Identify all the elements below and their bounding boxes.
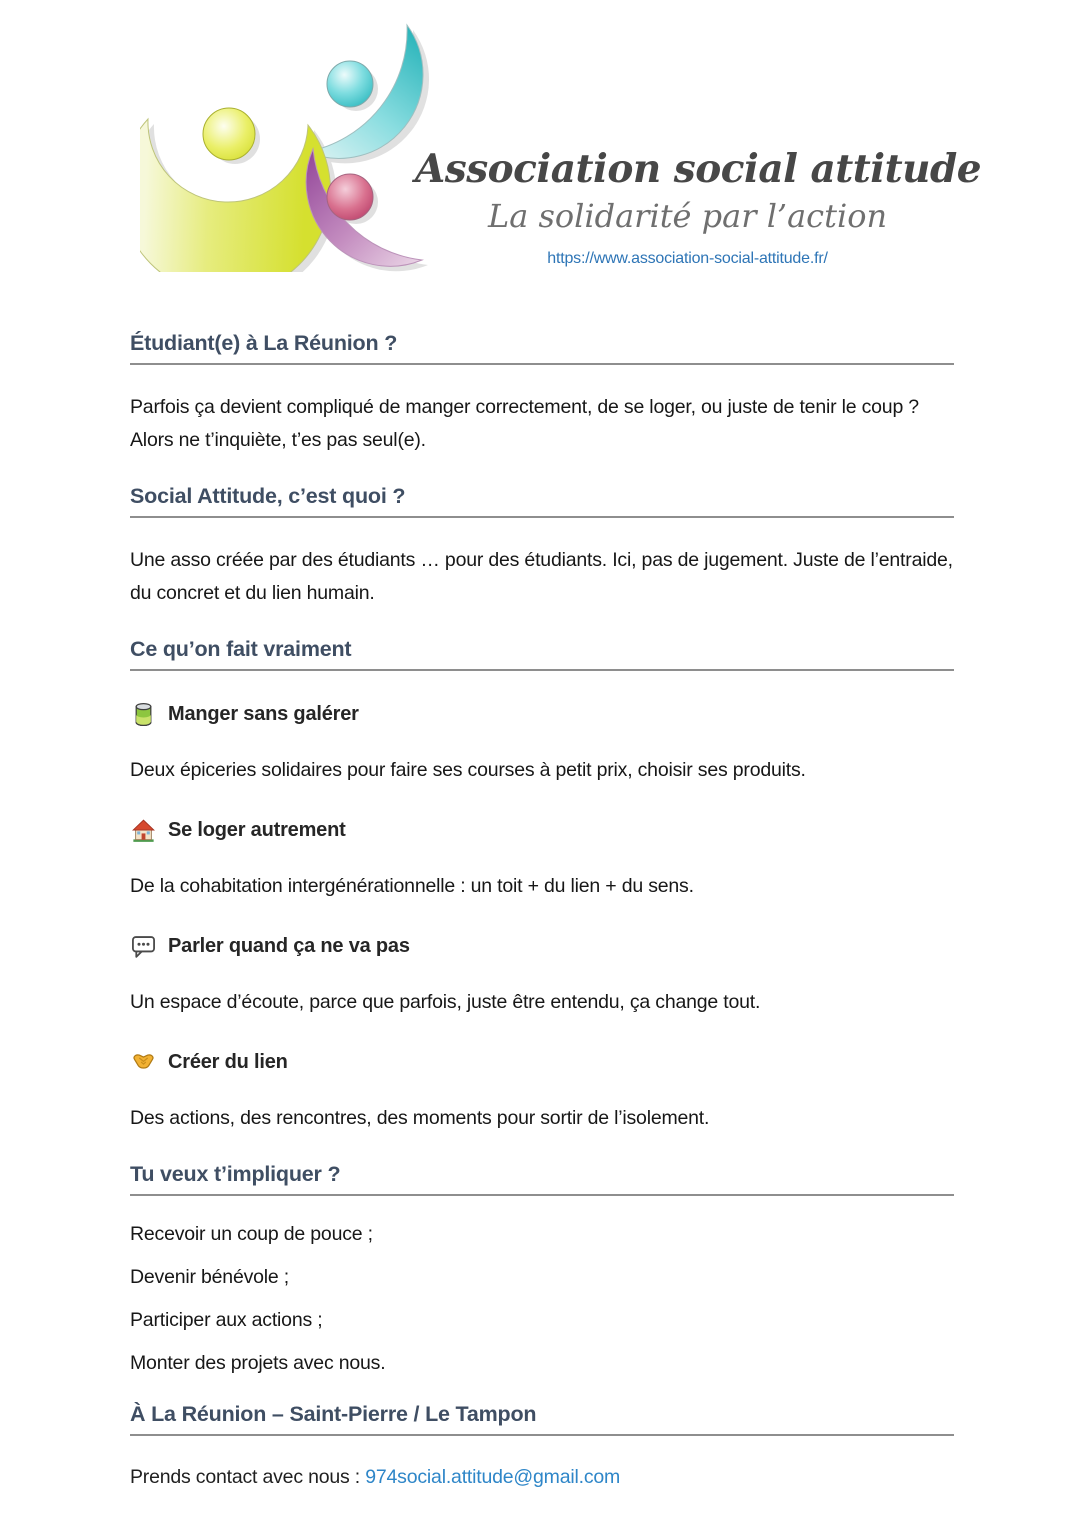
paragraph-lien: Des actions, des rencontres, des moments pour sortir de l’isolement. — [130, 1107, 710, 1129]
header — [0, 0, 1080, 312]
section-title-quoi: Social Attitude, c’est quoi ? — [130, 483, 954, 518]
brand-tagline: La solidarité par l’action — [487, 197, 888, 235]
section-title-etudiant: Étudiant(e) à La Réunion ? — [130, 330, 954, 365]
contact-prefix: Prends contact avec nous : — [130, 1466, 366, 1488]
paragraph-quoi: Une asso créée par des étudiants … pour des étudiants. Ici, pas de jugement. Juste de l’entraide, du concret et du lien humain. — [130, 549, 953, 604]
logo-figure-yellow — [140, 108, 330, 272]
house-icon — [130, 817, 157, 844]
association-logo — [140, 22, 460, 272]
canned-food-icon — [130, 701, 157, 728]
brand-block — [415, 146, 982, 268]
feature-label: Se loger autrement — [168, 819, 346, 841]
involve-item: Recevoir un coup de pouce ; — [130, 1223, 373, 1245]
feature-manger — [130, 701, 954, 728]
involve-item: Devenir bénévole ; — [130, 1266, 289, 1288]
paragraph-manger: Deux épiceries solidaires pour faire ses courses à petit prix, choisir ses produits. — [130, 759, 806, 781]
website-link[interactable]: https://www.association-social-attitude.fr/ — [547, 250, 828, 267]
section-title-fait: Ce qu’on fait vraiment — [130, 636, 954, 671]
document-body — [0, 330, 1080, 1490]
speech-balloon-icon — [130, 933, 157, 960]
feature-lien — [130, 1049, 954, 1076]
logo-figure-teal — [307, 25, 423, 158]
brand-title: Association social attitude — [415, 146, 982, 192]
paragraph-loger: De la cohabitation intergénérationnelle : un toit + du lien + du sens. — [130, 875, 694, 897]
paragraph-etudiant: Parfois ça devient compliqué de manger correctement, de se loger, ou juste de tenir le coup ? Alors ne t’inquiète, t’es pas seul(e). — [130, 396, 919, 451]
involve-item: Monter des projets avec nous. — [130, 1352, 386, 1374]
section-title-lieu: À La Réunion – Saint-Pierre / Le Tampon — [130, 1401, 954, 1436]
feature-parler — [130, 933, 954, 960]
involve-item: Participer aux actions ; — [130, 1309, 323, 1331]
feature-label: Créer du lien — [168, 1051, 288, 1073]
email-link[interactable]: 974social.attitude@gmail.com — [365, 1466, 621, 1488]
contact-line — [130, 1464, 954, 1490]
section-title-impliquer: Tu veux t’impliquer ? — [130, 1161, 954, 1196]
feature-loger — [130, 817, 954, 844]
feature-label: Parler quand ça ne va pas — [168, 935, 410, 957]
feature-label: Manger sans galérer — [168, 703, 359, 725]
paragraph-parler: Un espace d’écoute, parce que parfois, juste être entendu, ça change tout. — [130, 991, 761, 1013]
handshake-icon — [130, 1049, 157, 1076]
